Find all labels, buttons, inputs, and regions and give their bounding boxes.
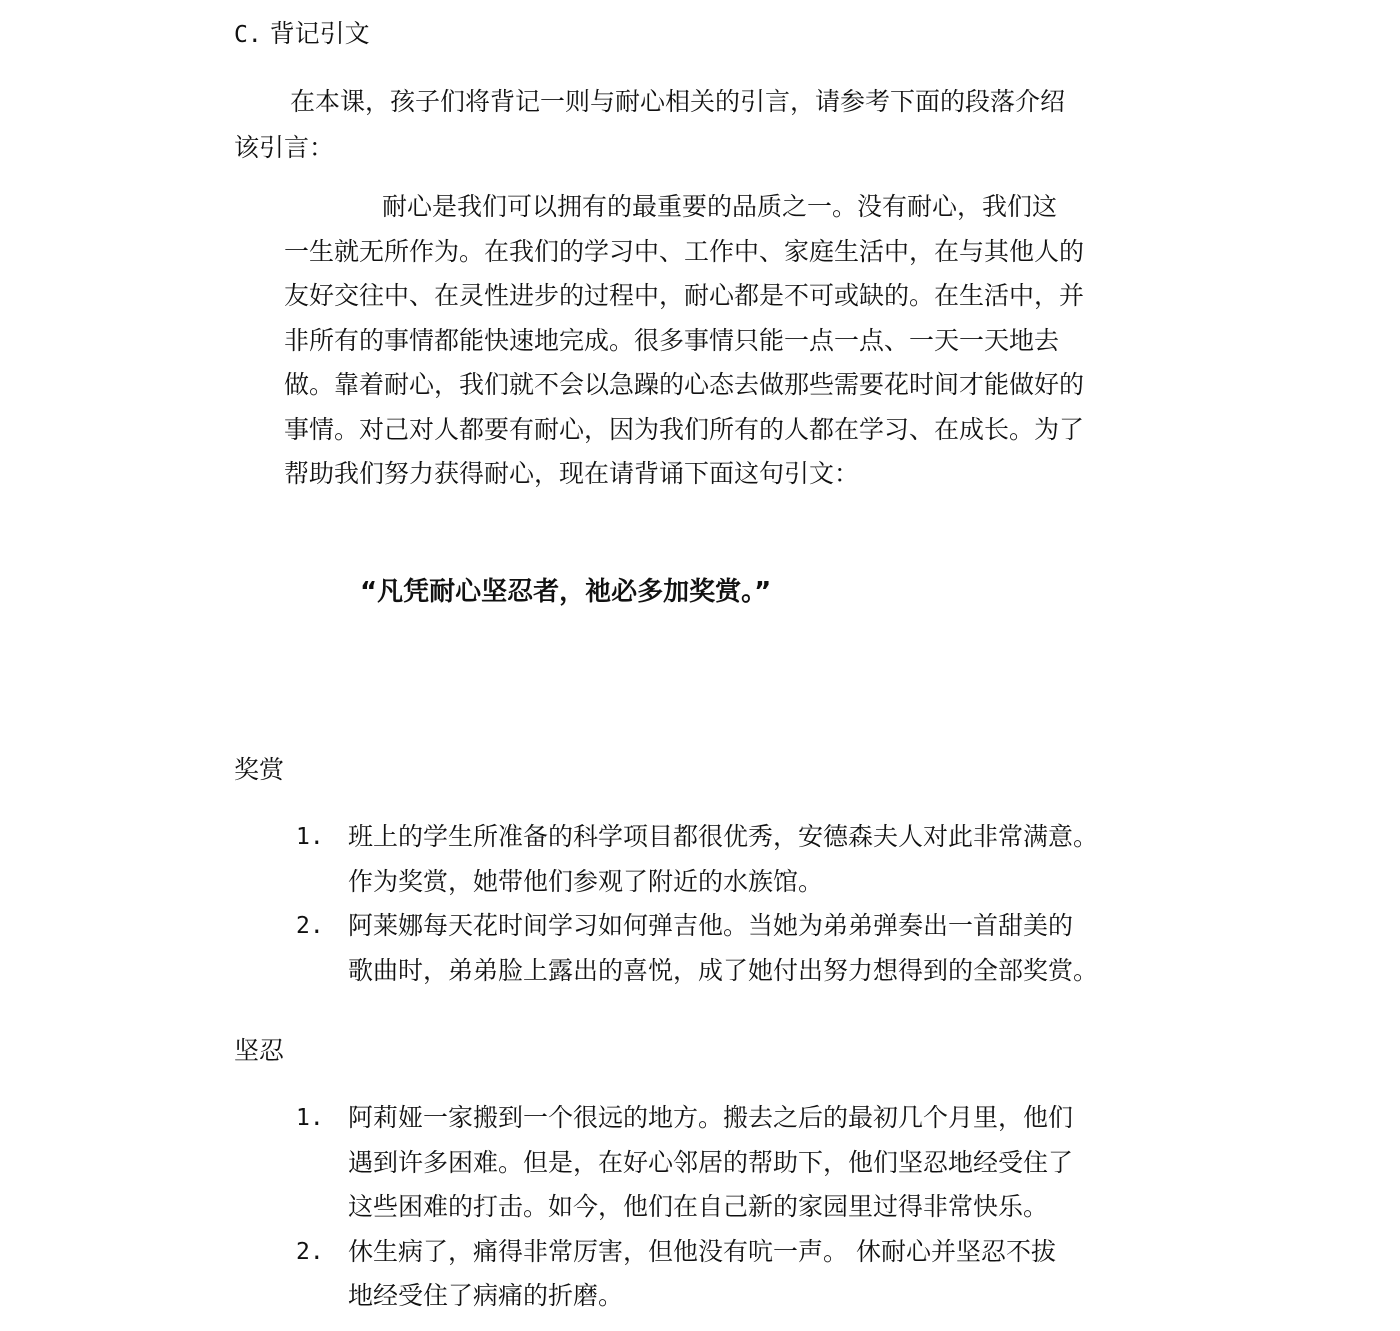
list-item-line: 班上的学生所准备的科学项目都很优秀，安德森夫人对此非常满意。 <box>348 822 1099 851</box>
list-item-line: 这些困难的打击。如今，他们在自己新的家园里过得非常快乐。 <box>348 1192 1049 1221</box>
list-item <box>296 904 1196 993</box>
list-item-number: 1. <box>296 1105 324 1131</box>
passage-line: 做。靠着耐心，我们就不会以急躁的心态去做那些需要花时间才能做好的 <box>284 370 1085 399</box>
list-item-number: 2. <box>296 913 324 939</box>
passage-line: 帮助我们努力获得耐心，现在请背诵下面这句引文： <box>284 459 860 488</box>
passage-line: 耐心是我们可以拥有的最重要的品质之一。没有耐心，我们这 <box>382 192 1058 221</box>
list-item-line: 歌曲时，弟弟脸上露出的喜悦，成了她付出努力想得到的全部奖赏。 <box>348 955 1099 985</box>
section-title: 背记引文 <box>269 19 370 48</box>
term-reward: 奖赏 <box>234 755 285 784</box>
intro-line: 该引言： <box>234 133 335 162</box>
passage-line: 事情。对己对人都要有耐心，因为我们所有的人都在学习、在成长。为了 <box>284 414 1085 444</box>
passage-line: 友好交往中、在灵性进步的过程中，耐心都是不可或缺的。在生活中，并 <box>284 281 1085 310</box>
list-item-number: 2. <box>296 1238 324 1265</box>
memorization-quote: “凡凭耐心坚忍者，祂必多加奖赏。” <box>360 577 772 607</box>
list-item-line: 作为奖赏，她带他们参观了附近的水族馆。 <box>348 866 824 896</box>
list-item-line: 阿莉娅一家搬到一个很远的地方。搬去之后的最初几个月里，他们 <box>348 1103 1074 1132</box>
list-item <box>296 1230 1196 1319</box>
list-item-line: 地经受住了病痛的折磨。 <box>348 1281 624 1310</box>
list-item <box>296 815 1196 904</box>
reward-example-list <box>296 815 1196 993</box>
list-item-number: 1. <box>296 824 324 850</box>
endurance-example-list <box>296 1096 1196 1319</box>
term-endurance: 坚忍 <box>234 1036 285 1065</box>
intro-line: 在本课，孩子们将背记一则与耐心相关的引言，请参考下面的段落介绍 <box>290 87 1066 116</box>
intro-paragraph <box>234 79 1194 171</box>
list-item <box>296 1096 1196 1230</box>
list-item-line: 阿莱娜每天花时间学习如何弹吉他。当她为弟弟弹奏出一首甜美的 <box>348 911 1074 940</box>
passage-line: 一生就无所作为。在我们的学习中、工作中、家庭生活中，在与其他人的 <box>284 236 1085 266</box>
list-item-line: 休生病了，痛得非常厉害，但他没有吭一声。 休耐心并坚忍不拔 <box>348 1236 1056 1266</box>
section-letter: C. <box>234 22 262 48</box>
list-item-line: 遇到许多困难。但是，在好心邻居的帮助下，他们坚忍地经受住了 <box>348 1147 1074 1177</box>
passage-line: 非所有的事情都能快速地完成。很多事情只能一点一点、一天一天地去 <box>284 325 1060 355</box>
patience-passage <box>284 185 1184 497</box>
section-heading <box>234 16 370 53</box>
